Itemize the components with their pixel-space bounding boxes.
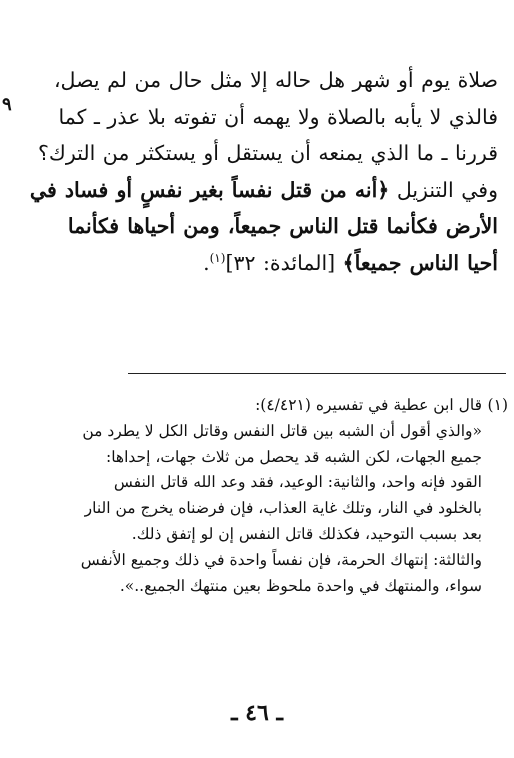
footnote (38, 393, 508, 599)
quran-quote-start: ﴿أنه من قتل نفساً بغير نفسٍ أو فساد في (29, 177, 390, 202)
footnote-separator (128, 373, 506, 374)
footnote-line-6: بعد بسبب التوحيد، فكذلك قاتل النفس إن لو إتفق ذلك. (131, 524, 482, 543)
page-number: ـ ٤٦ ـ (231, 700, 283, 726)
surah-reference: [المائدة: ٣٢] (225, 250, 343, 275)
main-line-4-plain: وفي التنزيل (389, 177, 498, 202)
footnote-line-7: والثالثة: إنتهاك الحرمة، فإن نفساً واحدة في ذلك وجميع الأنفس (80, 550, 482, 569)
quran-quote-middle: الأرض فكأنما قتل الناس جميعاً، ومن أحياها فكأنما (67, 214, 498, 238)
main-line-6 (32, 245, 498, 282)
footnote-number: (١) (487, 396, 508, 414)
footnote-line-2: «والذي أقول أن الشبه بين قاتل النفس وقاتل الكل لا يطرد من (82, 421, 482, 440)
footnote-first-line (38, 393, 508, 419)
footnote-line-1: قال ابن عطية في تفسيره (٤/٤٢١): (255, 396, 482, 414)
main-line-1: صلاة يوم أو شهر هل حاله إلا مثل حال من لم يصل، (53, 68, 498, 92)
main-line-4 (29, 172, 498, 209)
main-line-3: قررنا ـ ما الذي يمنعه أن يستقل أو يستكثر من الترك؟ (38, 141, 498, 165)
footnote-line-3: جميع الجهات، لكن الشبه قد يحصل من ثلاث جهات، إحداها: (105, 447, 482, 466)
footnote-line-5: بالخلود في النار، وتلك غاية العذاب، فإن فرضناه يخرج من النار (84, 499, 482, 518)
margin-mark: ٩ (2, 94, 12, 115)
footnote-marker: (١) (209, 250, 226, 265)
quran-quote-end: أحيا الناس جميعاً﴾ (342, 250, 498, 275)
footnote-line-4: القود فإنه واحد، والثانية: الوعيد، فقد وعد الله قاتل النفس (113, 473, 482, 492)
footnote-line-8: سواء، والمنتهك في واحدة ملحوظ بعين منتهك الجميع..». (119, 576, 482, 595)
main-line-2: فالذي لا يأبه بالصلاة ولا يهمه أن تفوته بلا عذر ـ كما (58, 104, 498, 129)
main-line-6-end: . (203, 250, 210, 275)
main-paragraph (29, 62, 498, 281)
